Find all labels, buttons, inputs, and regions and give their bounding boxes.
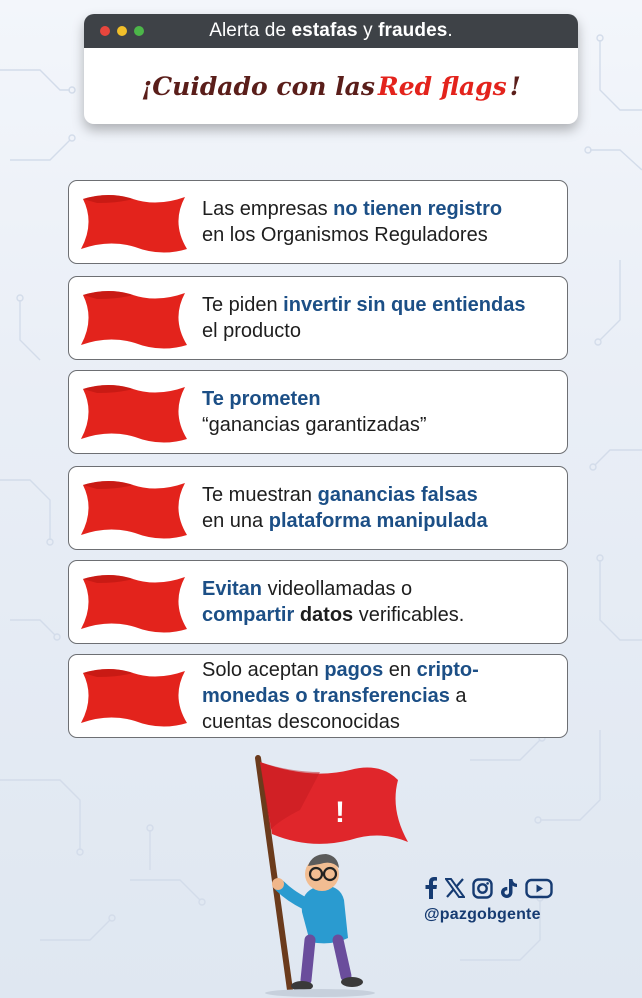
x-icon[interactable] [445, 878, 465, 898]
card-text-segment: Solo aceptan [202, 659, 325, 681]
highlighted-text: plataforma manipulada [268, 510, 488, 532]
card-text-segment: videollamadas o [262, 578, 413, 600]
tiktok-icon[interactable] [500, 878, 518, 899]
card-text-line [202, 709, 479, 735]
card-text [202, 467, 488, 549]
card-text-segment: verificables. [353, 604, 465, 626]
red-flag-card-6 [68, 654, 568, 738]
person-with-flag-illustration [240, 750, 430, 998]
card-text-line [202, 292, 525, 318]
card-text-line [202, 386, 427, 412]
card-text-line [202, 508, 488, 534]
card-text-segment: en una [202, 510, 269, 532]
red-flag-card-3 [68, 370, 568, 454]
instagram-icon[interactable] [472, 878, 493, 899]
card-text [202, 371, 427, 453]
page-headline: ¡Cuidado con las Red flags ! [141, 71, 521, 101]
red-flag-icon [79, 383, 191, 445]
flag-exclamation-mark: ! [335, 796, 345, 829]
window-title: Alerta de estafas y fraudes. [209, 20, 453, 41]
card-text-segment: datos [299, 604, 354, 626]
social-handle[interactable]: @pazgobgente [424, 906, 541, 923]
highlighted-text: Evitan [202, 578, 263, 600]
social-icons [424, 876, 564, 900]
card-text [202, 655, 479, 737]
card-text-segment: en [383, 659, 417, 681]
card-text-segment: Te piden [202, 294, 284, 316]
card-text-line [202, 318, 525, 344]
card-text-line [202, 222, 502, 248]
highlighted-text: pagos [324, 659, 384, 681]
highlighted-text: cripto- [416, 659, 479, 681]
minimize-dot-icon [117, 26, 127, 36]
red-flag-card-5 [68, 560, 568, 644]
red-flag-card-4 [68, 466, 568, 550]
red-flag-card-2 [68, 276, 568, 360]
card-text-line [202, 412, 427, 438]
close-dot-icon [100, 26, 110, 36]
highlighted-text: compartir [202, 604, 295, 626]
card-text-line [202, 657, 479, 683]
red-flag-icon [79, 479, 191, 541]
card-text-line [202, 576, 464, 602]
card-text-line [202, 602, 464, 628]
facebook-icon[interactable] [424, 877, 438, 899]
card-text-line [202, 482, 488, 508]
card-text-segment: a [449, 685, 467, 707]
card-text-segment: Te muestran [202, 484, 318, 506]
highlighted-text: ganancias falsas [317, 484, 478, 506]
card-text-segment: en los Organismos Reguladores [202, 224, 488, 246]
maximize-dot-icon [134, 26, 144, 36]
window-title-bar [84, 14, 578, 48]
alert-window [84, 14, 578, 124]
card-text [202, 277, 525, 359]
highlighted-text: monedas o transferencias [202, 685, 450, 707]
red-flag-icon [79, 667, 191, 729]
highlighted-text: Te prometen [202, 388, 321, 410]
youtube-icon[interactable] [525, 878, 553, 899]
window-controls [100, 26, 144, 36]
card-text-line [202, 196, 502, 222]
highlighted-text: no tienen registro [333, 198, 503, 220]
red-flag-icon [79, 289, 191, 351]
card-text-segment: Las empresas [202, 198, 334, 220]
red-flag-icon [79, 573, 191, 635]
card-text [202, 181, 502, 263]
red-flag-card-1 [68, 180, 568, 264]
red-flag-icon [79, 193, 191, 255]
social-media-block [424, 876, 564, 924]
card-text [202, 561, 464, 643]
card-text-line [202, 683, 479, 709]
card-text-segment: el producto [202, 320, 301, 342]
card-text-segment: “ganancias garantizadas” [202, 414, 427, 436]
highlighted-text: invertir sin que entiendas [283, 294, 526, 316]
card-text-segment: cuentas desconocidas [202, 711, 400, 733]
